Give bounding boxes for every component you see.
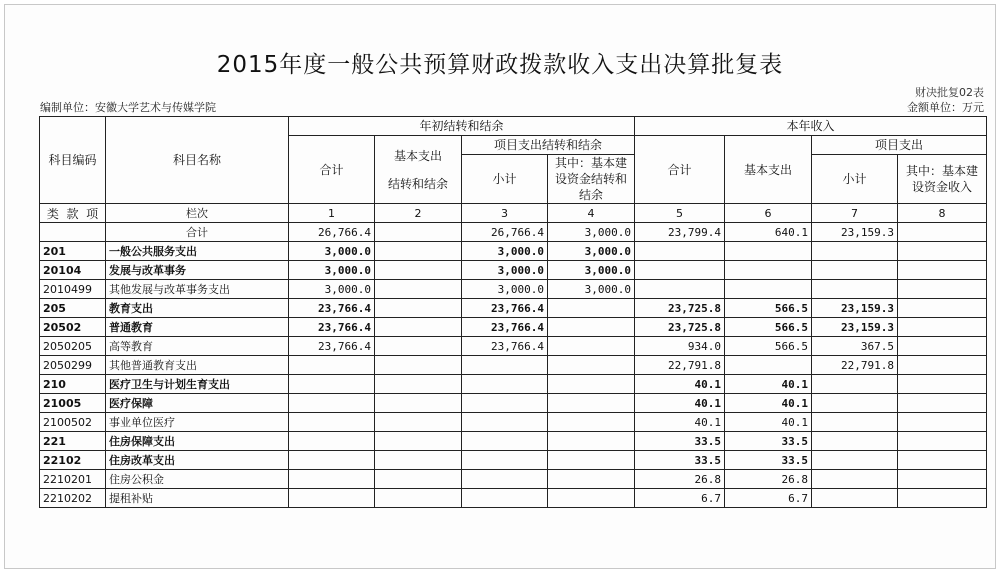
header-subject-code: 科目编码: [40, 117, 106, 204]
amount-cell: 6.7: [635, 489, 725, 508]
header-project-subtotal: 小计: [462, 155, 548, 204]
amount-cell: 33.5: [635, 432, 725, 451]
subject-code-cell: 210: [40, 375, 106, 394]
table-row: [40, 375, 987, 394]
amount-cell: [289, 432, 375, 451]
amount-cell: [462, 470, 548, 489]
amount-cell: [635, 242, 725, 261]
header-basic-carryover-line1: 基本支出: [393, 148, 442, 163]
amount-cell: 934.0: [635, 337, 725, 356]
amount-cell: [898, 299, 987, 318]
amount-cell: [812, 470, 898, 489]
col-num: 1: [289, 204, 375, 223]
amount-cell: [725, 280, 812, 299]
amount-cell: [898, 451, 987, 470]
amount-cell: [375, 318, 462, 337]
amount-cell: 3,000.0: [289, 261, 375, 280]
table-row: [40, 280, 987, 299]
amount-cell: [898, 337, 987, 356]
subject-name-cell: 事业单位医疗: [106, 413, 289, 432]
header-kuan: 款: [66, 206, 79, 221]
header-xiang: 项: [86, 206, 99, 221]
amount-cell: [462, 394, 548, 413]
amount-cell: [375, 337, 462, 356]
amount-cell: 566.5: [725, 299, 812, 318]
amount-cell: [898, 432, 987, 451]
header-basic-expense: 基本支出: [725, 136, 812, 204]
subject-code-cell: 20104: [40, 261, 106, 280]
table-row: [40, 413, 987, 432]
table-row: [40, 337, 987, 356]
amount-cell: 23,159.3: [812, 299, 898, 318]
table-row: [40, 356, 987, 375]
amount-cell: [462, 451, 548, 470]
amount-cell: [375, 299, 462, 318]
amount-cell: [462, 413, 548, 432]
budget-table: [39, 116, 987, 508]
amount-cell: [898, 280, 987, 299]
amount-cell: 40.1: [725, 413, 812, 432]
amount-cell: [548, 470, 635, 489]
amount-cell: 22,791.8: [812, 356, 898, 375]
amount-cell: [548, 489, 635, 508]
amount-cell: 3,000.0: [462, 280, 548, 299]
header-opening-total: 合计: [289, 136, 375, 204]
header-opening: 年初结转和结余: [289, 117, 635, 136]
header-column-order: 栏次: [106, 204, 289, 223]
subject-name-cell: 教育支出: [106, 299, 289, 318]
amount-cell: [548, 394, 635, 413]
amount-cell: 22,791.8: [635, 356, 725, 375]
amount-cell: [898, 375, 987, 394]
amount-cell: [898, 394, 987, 413]
total-row: [40, 223, 987, 242]
amount-cell: 40.1: [725, 394, 812, 413]
header-income-capital: 其中：基本建设资金收入: [898, 155, 987, 204]
amount-cell: [289, 394, 375, 413]
amount-cell: 367.5: [812, 337, 898, 356]
amount-cell: [898, 489, 987, 508]
subject-code-cell: 2050205: [40, 337, 106, 356]
page-title: 2015年度一般公共预算财政拨款收入支出决算批复表: [216, 52, 784, 78]
amount-cell: 23,766.4: [289, 337, 375, 356]
amount-cell: [548, 413, 635, 432]
form-code: 财决批复02表: [915, 86, 984, 99]
total-cell: 3,000.0: [548, 223, 635, 242]
amount-cell: 26.8: [725, 470, 812, 489]
amount-cell: 26.8: [635, 470, 725, 489]
subject-code-cell: 2210202: [40, 489, 106, 508]
header-basic-carryover: [375, 136, 462, 204]
col-num: 6: [725, 204, 812, 223]
amount-cell: [375, 489, 462, 508]
total-label: 合计: [106, 223, 289, 242]
subject-code-cell: 2100502: [40, 413, 106, 432]
amount-cell: [812, 375, 898, 394]
table-row: [40, 489, 987, 508]
amount-cell: [898, 318, 987, 337]
col-num: 4: [548, 204, 635, 223]
amount-cell: 566.5: [725, 318, 812, 337]
subject-name-cell: 医疗卫生与计划生育支出: [106, 375, 289, 394]
amount-cell: [898, 413, 987, 432]
amount-cell: 23,725.8: [635, 299, 725, 318]
subject-name-cell: 普通教育: [106, 318, 289, 337]
amount-cell: [462, 432, 548, 451]
amount-cell: [548, 337, 635, 356]
amount-cell: [812, 394, 898, 413]
subject-code-cell: 201: [40, 242, 106, 261]
amount-cell: [375, 242, 462, 261]
amount-cell: 3,000.0: [289, 280, 375, 299]
subject-code-cell: 2010499: [40, 280, 106, 299]
total-cell: 23,159.3: [812, 223, 898, 242]
amount-cell: [375, 375, 462, 394]
amount-cell: [289, 356, 375, 375]
amount-cell: 566.5: [725, 337, 812, 356]
total-cell: 26,766.4: [462, 223, 548, 242]
col-num: 8: [898, 204, 987, 223]
amount-cell: [898, 356, 987, 375]
header-income-total: 合计: [635, 136, 725, 204]
unit-label: 编制单位：安徽大学艺术与传媒学院: [40, 101, 216, 114]
amount-cell: [898, 242, 987, 261]
table-row: [40, 261, 987, 280]
amount-cell: [812, 242, 898, 261]
amount-cell: 3,000.0: [548, 261, 635, 280]
amount-cell: 40.1: [725, 375, 812, 394]
amount-cell: [812, 413, 898, 432]
header-subject-name: 科目名称: [106, 117, 289, 204]
amount-cell: [375, 280, 462, 299]
amount-cell: 3,000.0: [548, 280, 635, 299]
total-cell: 640.1: [725, 223, 812, 242]
subject-name-cell: 住房公积金: [106, 470, 289, 489]
amount-cell: [462, 375, 548, 394]
amount-cell: 40.1: [635, 375, 725, 394]
amount-cell: 23,766.4: [462, 318, 548, 337]
amount-cell: [725, 242, 812, 261]
amount-unit: 金额单位：万元: [907, 101, 984, 114]
amount-cell: [548, 356, 635, 375]
amount-cell: 33.5: [725, 451, 812, 470]
amount-cell: [548, 432, 635, 451]
amount-cell: [289, 413, 375, 432]
table-row: [40, 432, 987, 451]
subject-name-cell: 医疗保障: [106, 394, 289, 413]
subject-name-cell: 其他普通教育支出: [106, 356, 289, 375]
subject-code-cell: 221: [40, 432, 106, 451]
amount-cell: 23,766.4: [289, 318, 375, 337]
amount-cell: [375, 394, 462, 413]
header-income: 本年收入: [635, 117, 987, 136]
table-row: [40, 242, 987, 261]
amount-cell: 3,000.0: [462, 261, 548, 280]
amount-cell: [548, 299, 635, 318]
subject-code-cell: 2210201: [40, 470, 106, 489]
table-row: [40, 394, 987, 413]
col-num: 7: [812, 204, 898, 223]
amount-cell: [812, 489, 898, 508]
subject-name-cell: 提租补贴: [106, 489, 289, 508]
amount-cell: [289, 375, 375, 394]
amount-cell: [375, 470, 462, 489]
header-capital-of-which: 其中：基本建设资金结转和结余: [548, 155, 635, 204]
amount-cell: [289, 470, 375, 489]
amount-cell: 3,000.0: [289, 242, 375, 261]
amount-cell: [289, 489, 375, 508]
amount-cell: [548, 375, 635, 394]
amount-cell: [812, 451, 898, 470]
header-lei: 类: [46, 206, 59, 221]
amount-cell: 40.1: [635, 394, 725, 413]
col-num: 3: [462, 204, 548, 223]
amount-cell: [375, 451, 462, 470]
total-cell: [375, 223, 462, 242]
amount-cell: [548, 318, 635, 337]
table-row: [40, 299, 987, 318]
amount-cell: [812, 432, 898, 451]
amount-cell: 3,000.0: [548, 242, 635, 261]
amount-cell: [725, 261, 812, 280]
subject-code-cell: 2050299: [40, 356, 106, 375]
amount-cell: 33.5: [725, 432, 812, 451]
subject-name-cell: 住房保障支出: [106, 432, 289, 451]
table-row: [40, 318, 987, 337]
amount-cell: 23,766.4: [462, 299, 548, 318]
header-basic-carryover-line2: 结转和结余: [387, 176, 448, 191]
total-cell: [898, 223, 987, 242]
amount-cell: [375, 432, 462, 451]
amount-cell: 23,159.3: [812, 318, 898, 337]
amount-cell: 33.5: [635, 451, 725, 470]
amount-cell: 3,000.0: [462, 242, 548, 261]
total-cell: 26,766.4: [289, 223, 375, 242]
amount-cell: [812, 261, 898, 280]
amount-cell: [635, 280, 725, 299]
amount-cell: [548, 451, 635, 470]
subject-name-cell: 住房改革支出: [106, 451, 289, 470]
amount-cell: [375, 261, 462, 280]
amount-cell: [725, 356, 812, 375]
subject-name-cell: 一般公共服务支出: [106, 242, 289, 261]
amount-cell: 23,766.4: [462, 337, 548, 356]
amount-cell: [462, 356, 548, 375]
table-row: [40, 470, 987, 489]
header-project-carryover: 项目支出结转和结余: [462, 136, 635, 155]
amount-cell: 23,725.8: [635, 318, 725, 337]
header-class: [40, 204, 106, 223]
amount-cell: [462, 489, 548, 508]
amount-cell: 23,766.4: [289, 299, 375, 318]
subject-code-cell: 20502: [40, 318, 106, 337]
amount-cell: [812, 280, 898, 299]
amount-cell: [375, 356, 462, 375]
table-row: [40, 451, 987, 470]
total-cell: 23,799.4: [635, 223, 725, 242]
subject-name-cell: 其他发展与改革事务支出: [106, 280, 289, 299]
amount-cell: [898, 261, 987, 280]
amount-cell: [898, 470, 987, 489]
subject-code-cell: 205: [40, 299, 106, 318]
amount-cell: [289, 451, 375, 470]
subject-name-cell: 高等教育: [106, 337, 289, 356]
amount-cell: 6.7: [725, 489, 812, 508]
amount-cell: [375, 413, 462, 432]
header-income-subtotal: 小计: [812, 155, 898, 204]
col-num: 5: [635, 204, 725, 223]
subject-code-cell: 22102: [40, 451, 106, 470]
amount-cell: [635, 261, 725, 280]
subject-code-cell: 21005: [40, 394, 106, 413]
col-num: 2: [375, 204, 462, 223]
subject-name-cell: 发展与改革事务: [106, 261, 289, 280]
amount-cell: 40.1: [635, 413, 725, 432]
header-project-expense: 项目支出: [812, 136, 987, 155]
